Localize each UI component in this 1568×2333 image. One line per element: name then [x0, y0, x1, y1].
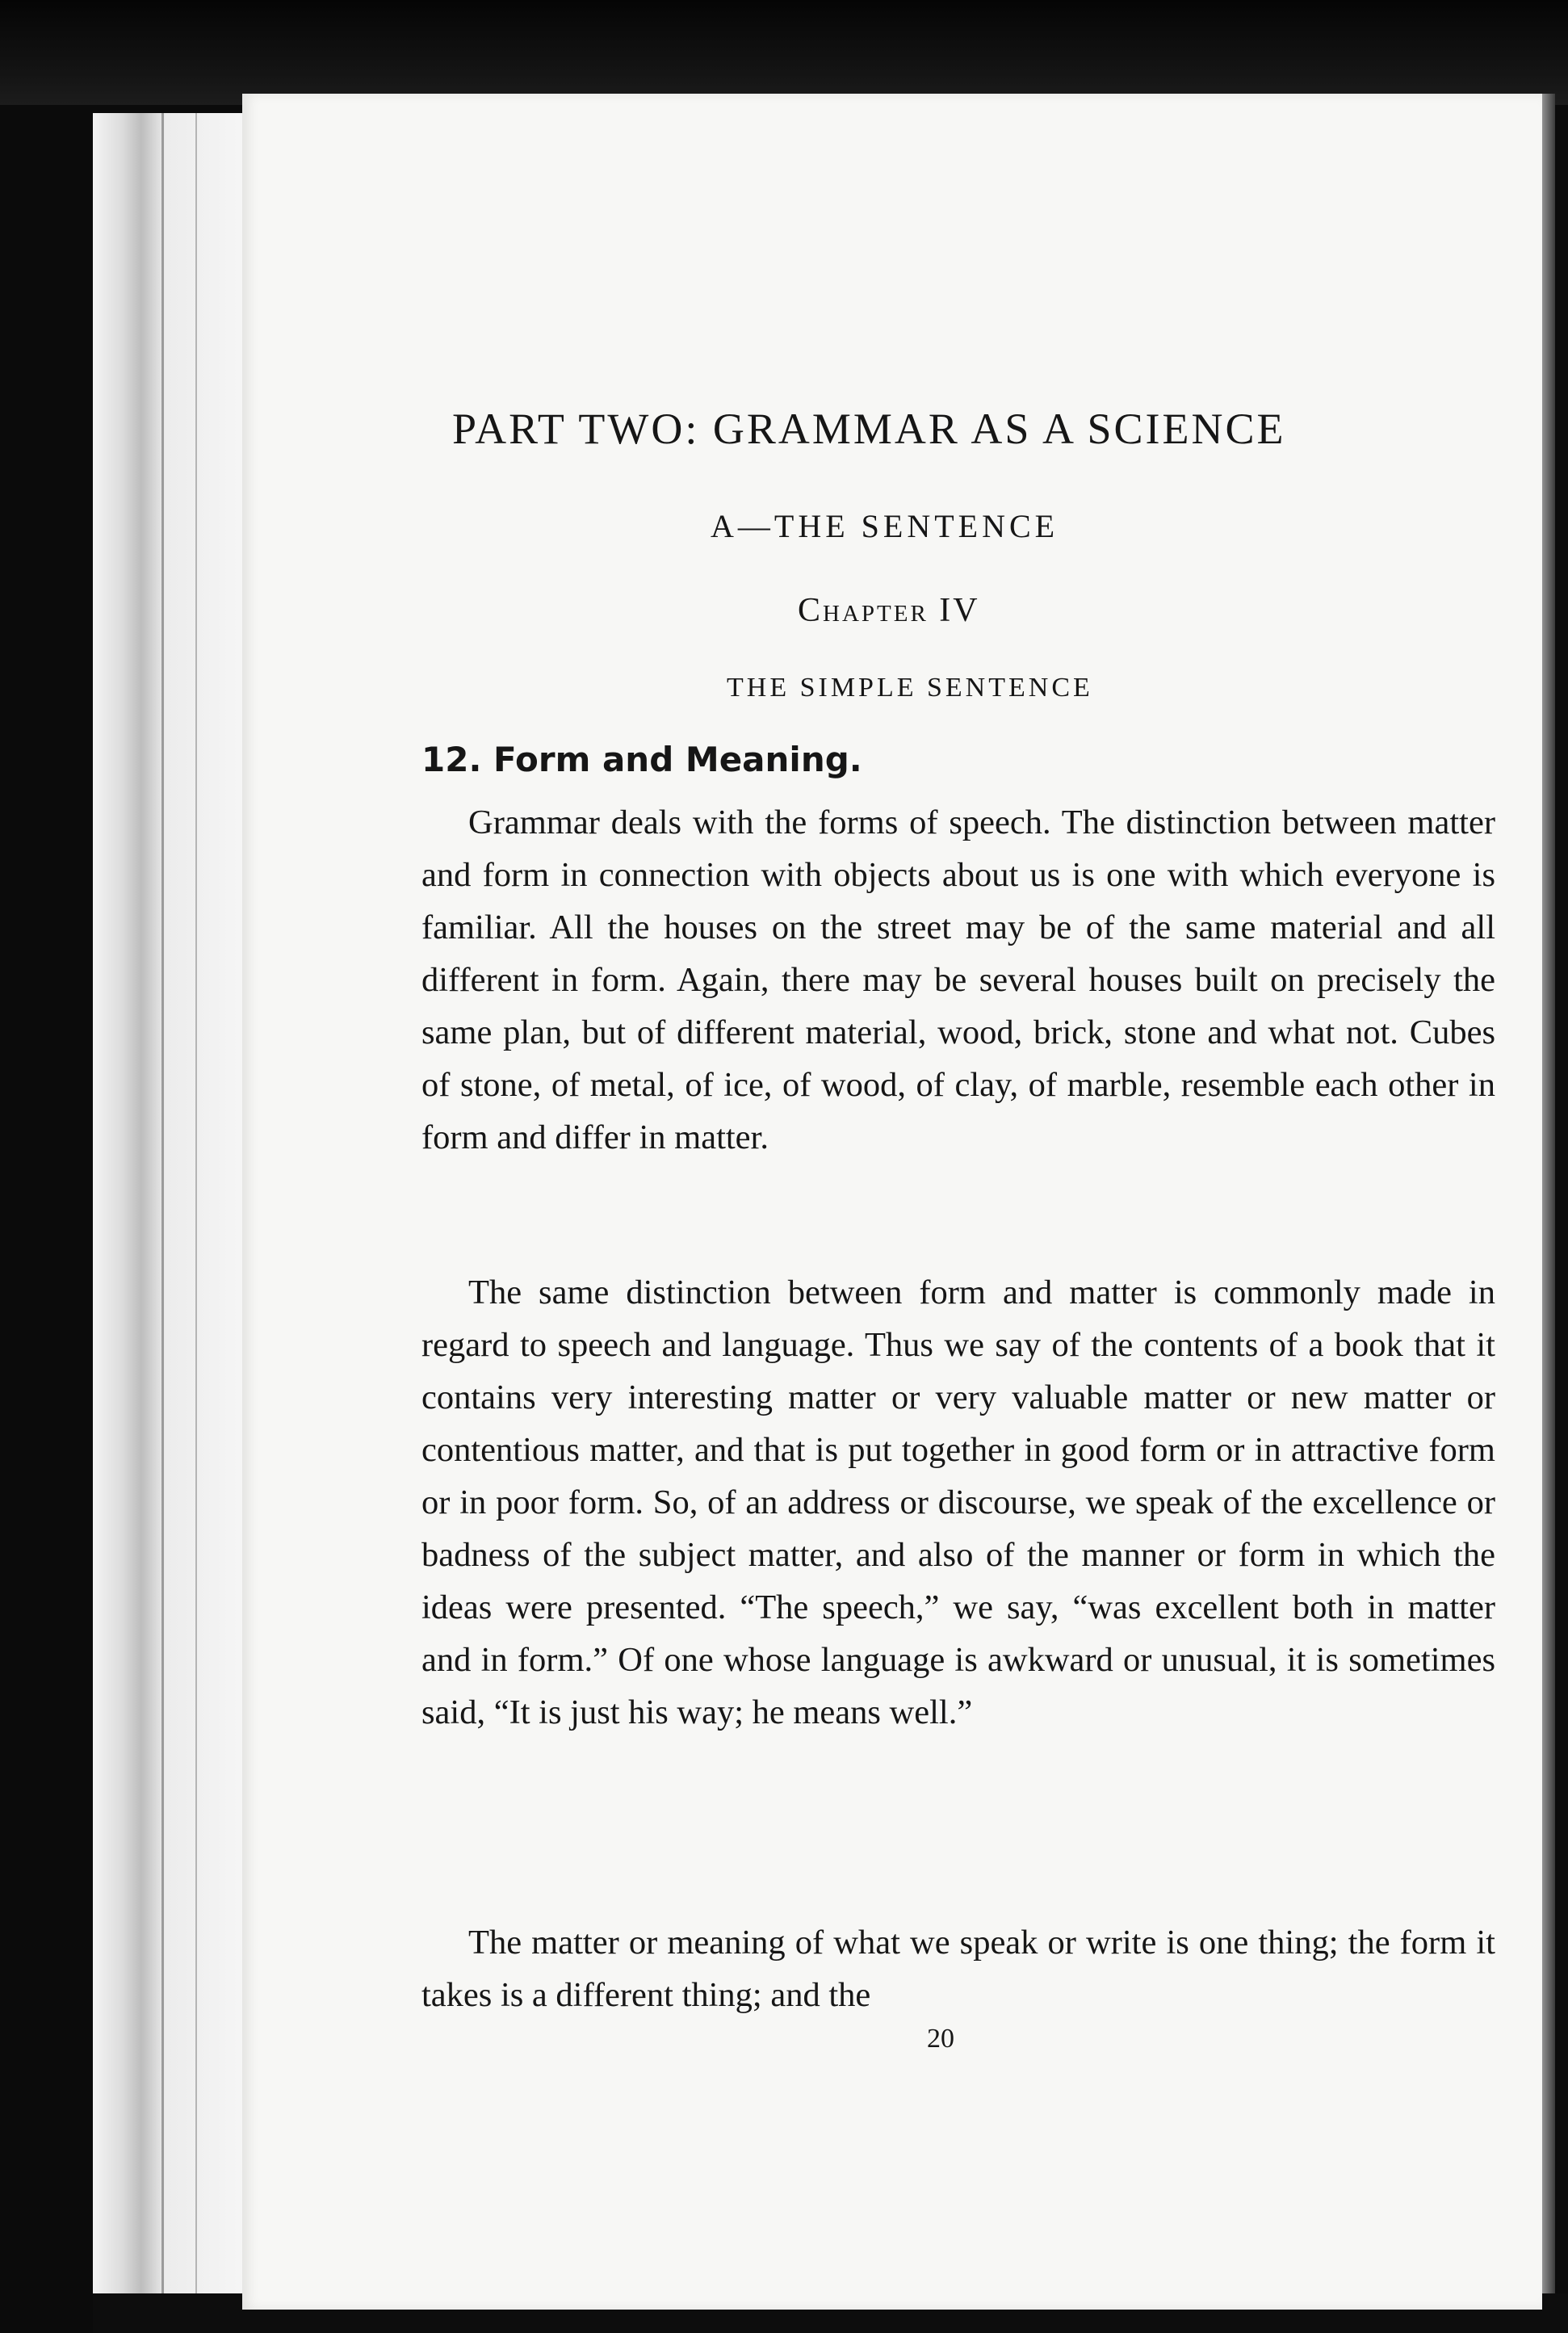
body-paragraph: The matter or meaning of what we speak or write is one thing; the form it takes is a different thing; and the — [421, 1924, 1495, 2014]
gutter-shadow-line — [161, 113, 164, 2310]
chapter-title: THE SIMPLE SENTENCE — [727, 673, 1093, 703]
section-heading: 12. Form and Meaning. — [421, 740, 862, 779]
section-title: A—THE SENTENCE — [711, 508, 1059, 544]
body-paragraph: Grammar deals with the forms of speech. The distinction between matter and form in connection with objects about us is one with which everyone is familiar. All the houses on the street may be of the same material and all different in form. Again, there may be several houses built on precisely the same plan, but of different material, wood, brick, stone and what not. Cubes of stone, of metal, of ice, of wood, of clay, of marble, resemble each other in form and differ in matter. — [421, 804, 1495, 1156]
gutter-shadow-line — [195, 113, 197, 2310]
page-number: 20 — [927, 2024, 954, 2054]
body-paragraph: The same distinction between form and matter is commonly made in regard to speech and language. Thus we say of the contents of a book that it contains very interesting matter or very valuable matter or new matter or contentious matter, and that is put together in good form or in attractive form or in poor form. So, of an address or discourse, we speak of the excellence or badness of the subject matter, and also of the manner or form in which the ideas were presented. “The speech,” we say, “was excellent both in matter and in form.” Of one whose language is awkward or unusual, it is sometimes said, “It is just his way; he means well.” — [421, 1273, 1495, 1731]
part-title: PART TWO: GRAMMAR AS A SCIENCE — [452, 405, 1286, 453]
chapter-label: Chapter IV — [798, 592, 980, 629]
scan-background-top — [0, 0, 1568, 105]
book-spine-gutter — [93, 113, 254, 2310]
